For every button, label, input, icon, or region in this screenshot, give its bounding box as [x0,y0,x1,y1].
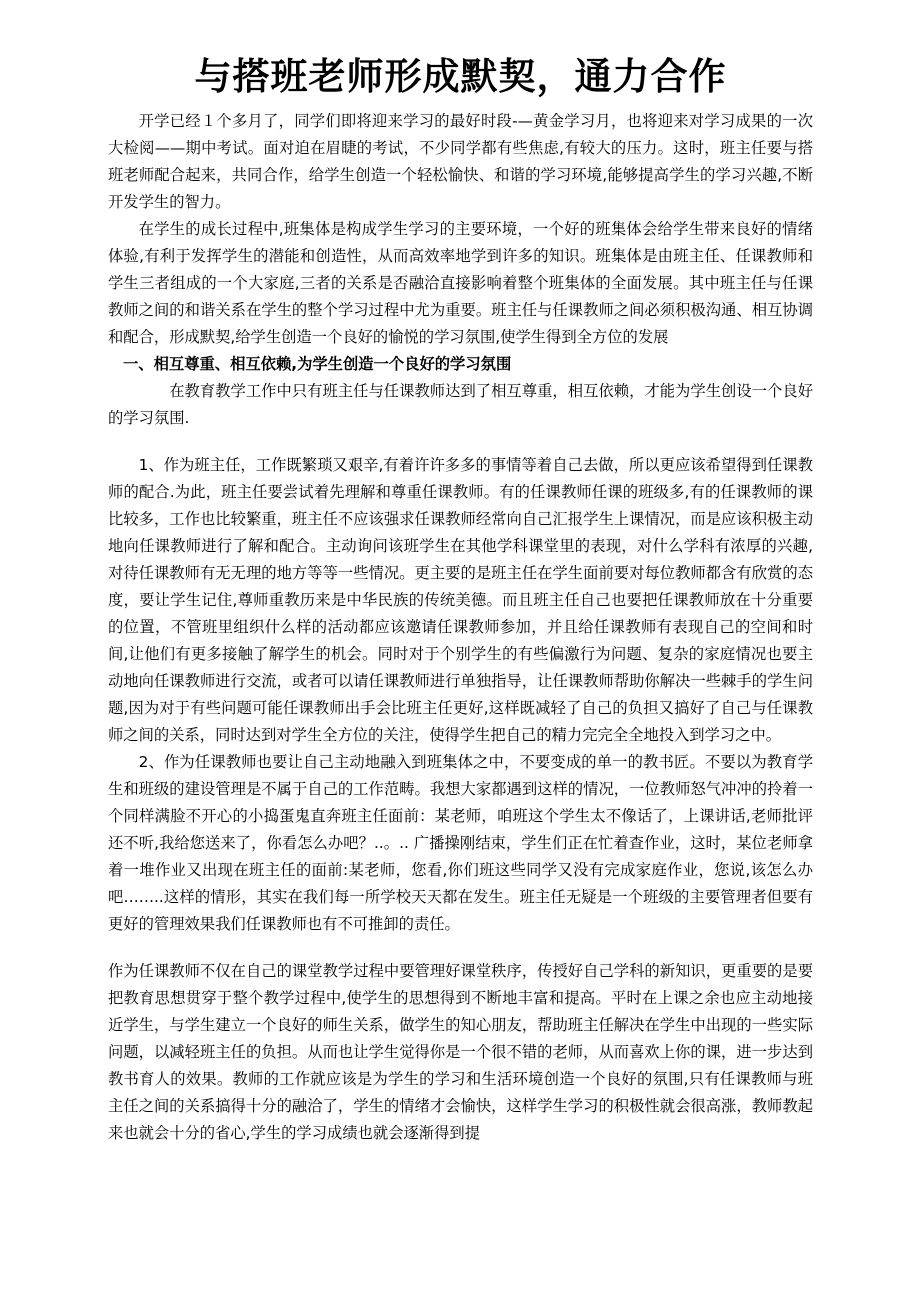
paragraph-class-environment: 在学生的成长过程中,班集体是构成学生学习的主要环境，一个好的班集体会给学生带来良好的情绪体验,有利于发挥学生的潜能和创造性，从而高效率地学到许多的知识。班集体是由班主任、任课教师和学生三者组成的一个大家庭,三者的关系是否融洽直接影响着整个班集体的全面发展。其中班主任与任课教师之间的和谐关系在学生的整个学习过程中尤为重要。班主任与任课教师之间必须积极沟通、相互协调和配合，形成默契,给学生创造一个良好的愉悦的学习氛围,使学生得到全方位的发展 [108,220,813,346]
paragraph-spacer [108,432,813,452]
paragraph-teacher-role: 作为任课教师不仅在自己的课堂教学过程中要管理好课堂秩序，传授好自己学科的新知识，更重要的是要把教育思想贯穿于整个教学过程中,使学生的思想得到不断地丰富和提高。平时在上课之余也应主动地接近学生，与学生建立一个良好的师生关系，做学生的知心朋友，帮助班主任解决在学生中出现的一些实际问题，以减轻班主任的负担。从而也让学生觉得你是一个很不错的老师，从而喜欢上你的课，进一步达到教书育人的效果。教师的工作就应该是为学生的学习和生活环境创造一个良好的氛围,只有任课教师与班主任之间的关系搞得十分的融洽了，学生的情绪才会愉快，这样学生学习的积极性就会很高涨，教师教起来也就会十分的省心,学生的学习成绩也就会逐渐得到提 [108,962,813,1142]
paragraph-section-1-intro: 在教育教学工作中只有班主任与任课教师达到了相互尊重，相互依赖，才能为学生创设一个良好的学习氛围. [108,382,813,427]
paragraph-point-1: 1、作为班主任，工作既繁琐又艰辛,有着许许多多的事情等着自己去做，所以更应该希望得到任课教师的配合.为此，班主任要尝试着先理解和尊重任课教师。有的任课教师任课的班级多,有的任课教师的课比较多，工作也比较繁重，班主任不应该强求任课教师经常向自己汇报学生上课情况，而是应该积极主动地向任课教师进行了解和配合。主动询问该班学生在其他学科课堂里的表现，对什么学科有浓厚的兴趣,对待任课教师有无无理的地方等等一些情况。更主要的是班主任在学生面前要对每位教师都含有欣赏的态度，要让学生记住,尊师重教历来是中华民族的传统美德。而且班主任自己也要把任课教师放在十分重要的位置，不管班里组织什么样的活动都应该邀请任课教师参加，并且给任课教师有表现自己的空间和时间,让他们有更多接触了解学生的机会。同时对于个别学生的有些偏激行为问题、复杂的家庭情况也要主动地向任课教师进行交流，或者可以请任课教师进行单独指导，让任课教师帮助你解决一些棘手的学生问题,因为对于有些问题可能任课教师出手会比班主任更好,这样既减轻了自己的负担又搞好了自己与任课教师之间的关系，同时达到对学生全方位的关注，使得学生把自己的精力完完全全地投入到学习之中。 [108,456,813,744]
paragraph-point-2: 2、作为任课教师也要让自己主动地融入到班集体之中，不要变成的单一的教书匠。不要以为教育学生和班级的建设管理是不属于自己的工作范畴。我想大家都遇到这样的情况，一位教师怒气冲冲的拎着一个同样满脸不开心的小捣蛋鬼直奔班主任面前：某老师，咱班这个学生太不像话了，上课讲话,老师批评还不听,我给您送来了，你看怎么办吧？..。.. 广播操刚结束，学生们正在忙着查作业，这时，某位老师拿着一堆作业又出现在班主任的面前:某老师，您看,你们班这些同学又没有完成家庭作业，您说,该怎么办吧……..这样的情形，其实在我们每一所学校天天都在发生。班主任无疑是一个班级的主要管理者但要有更好的管理效果我们任课教师也有不可推卸的责任。 [108,753,813,933]
document-page [108,52,813,1147]
paragraph-spacer [108,938,813,958]
paragraph-intro: 开学已经１个多月了，同学们即将迎来学习的最好时段-—黄金学习月，也将迎来对学习成果的一次大检阅——期中考试。面对迫在眉睫的考试，不少同学都有些焦虑,有较大的压力。这时，班主任要与搭班老师配合起来，共同合作，给学生创造一个轻松愉快、和谐的学习环境,能够提高学生的学习兴趣,不断开发学生的智力。 [108,112,813,211]
document-title: 与搭班老师形成默契，通力合作 [194,55,727,98]
section-heading-1: 一、相互尊重、相互依赖,为学生创造一个良好的学习氛围 [123,355,512,373]
